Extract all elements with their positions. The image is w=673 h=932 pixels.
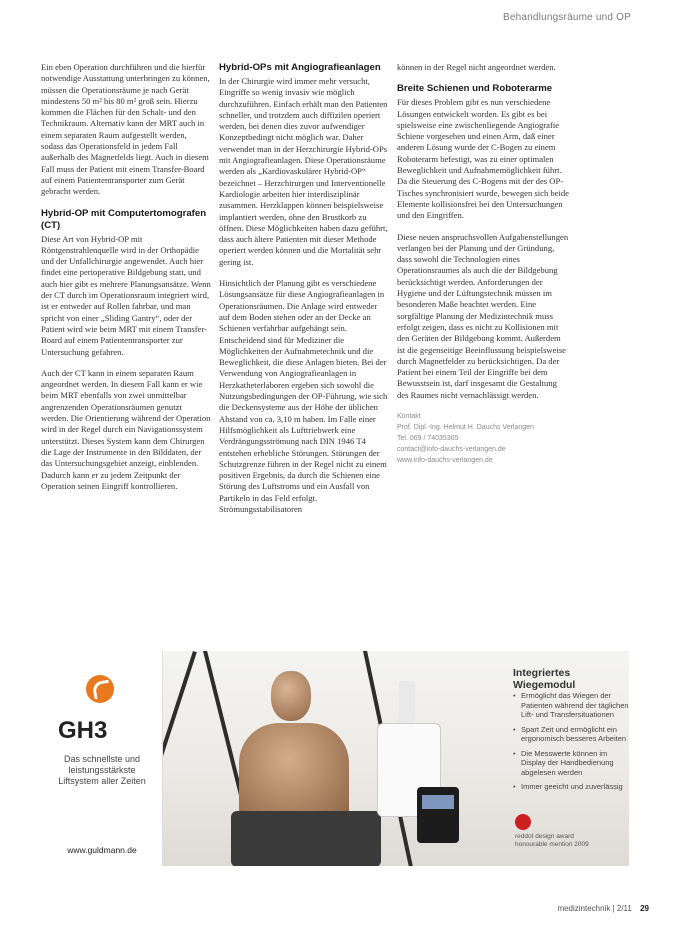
logo-swoosh-icon — [92, 680, 112, 700]
lift-sling — [231, 811, 381, 866]
ad-product-photo — [163, 651, 629, 866]
ad-brand-panel — [40, 651, 163, 866]
ad-product-name: GH3 — [58, 717, 108, 744]
article-column-2 — [219, 62, 389, 525]
body-paragraph: Für dieses Problem gibt es nun verschiedene Lösungen entwickelt worden. Es gibt es bei spielsweise eine zwischenliegende Angiografie Schiene vorgesehen und einen Arm, daß einer anderen Lösung wurde der C-Bogen zu einem Roboterarm befestigt, was zu einer optimalen Beweglichkeit und Aufnahmemöglichkeit führt. Da die Steuerung des C-Bogens mit der des OP-Tisches synchronisiert wurde, bewegen sich beide Elemente kollisionsfrei bei den Untersuchungen und den Eingriffen. — [397, 97, 569, 221]
running-head: Behandlungsräume und OP — [502, 12, 631, 23]
advertisement — [40, 651, 629, 866]
contact-email[interactable]: contact@info-dauchs-verlangen.de — [397, 446, 506, 454]
lift-frame-bar — [163, 651, 197, 866]
award-caption — [515, 833, 627, 849]
contact-website[interactable]: www.info-dauchs-verlangen.de — [397, 457, 493, 465]
section-heading: Hybrid-OPs mit Angiografieanlagen — [219, 62, 381, 73]
ad-feature-list — [513, 691, 629, 797]
contact-phone: Tel. 069 / 74035365 — [397, 435, 459, 443]
lift-hanger — [399, 681, 415, 725]
reddot-award-icon — [515, 814, 531, 830]
hand-control-display — [422, 795, 454, 809]
page-footer — [557, 904, 649, 913]
ad-feature-item: • Spart Zeit und ermöglicht ein ergonomisch besseres Arbeiten — [513, 725, 629, 744]
article-column-3 — [397, 62, 569, 466]
body-paragraph: Diese neuen anspruchsvollen Aufgabenstellungen verlangen bei der Planung und der Gründung, dass sowohl die Technologien eines Operationsraumes als auch die der Bildgebung berücksichtigt werden. Anforderungen der Hygiene und der Lüftungstechnik müssen im besonderen Maße beachtet werden. Eine sorgfältige Planung der Medizintechnik muss erfolgt zeigen, dass es nicht zu Kollisionen mit den Geräten der Bildgebung kommt. Außerdem ist die gegenseitige Beeinflussung beispielsweise durch Magnetfelder zu berücksichtigen. Da der Patient bei einem Teil der Eingriffe bei dem Bewusstsein ist, darf insgesamt die Gestaltung des Raumes nicht vernachlässigt werden. — [397, 231, 569, 400]
ad-feature-item: • Die Messwerte können im Display der Handbedienung abgelesen werden — [513, 749, 629, 778]
body-paragraph: Hinsichtlich der Planung gibt es verschiedene Lösungsansätze für diese Angiografieanlagen in Operationsräumen. Die Anlage wird entweder auf dem Boden stehen oder an der Decke an Schienen verfahrbar aufgehängt sein. Entscheidend sind für Mediziner die Möglichkeiten der Aufnahmetechnik und die Beweglichkeit, die diese Anlagen bieten. Bei der Verwendung von Angiografieanlagen in Herzkatheterlaboren ergeben sich sowohl die Nutzungsbedingungen der OP-Führung, wie sich die Deckensysteme aus der Höhe der üblichen Abstand von ca. 3,10 m haben. Im Falle einer Hilfsmöglichkeit als Lufttriebwerk eine Verdrängungsströmung nach DIN 1946 T4 entstehen erhebliche Störungen. Störungen der Schutzgrenze führen in der Regel nicht zu einem positiven Ergebnis, da durch die Schienen eine Störung des Luftstroms und ein Ausfall von Partikeln in das Feld erfolgt. Strömungsstabilisatoren — [219, 278, 388, 514]
section-heading: Hybrid-OP mit Computertomografen (CT) — [41, 207, 207, 231]
body-paragraph: Ein eben Operation durchführen und die hierfür notwendige Ausstattung unterbringen zu können, müssen die Operationsräume je nach Gerät mindestens 50 m² bis 80 m² groß sein. Hierzu kommen die Flächen für den Schalt- und den Technikraum. Alternativ kann der MRT auch in einem separaten Raum aufgestellt werden, sodass das Operationsfeld in jedem Fall außerhalb des Magnetfelds liegt. Auch in diesem Fall muss der Patient mit einem Transfer-Board auf einem Patiententransporter zum Gerät gebracht werden. — [41, 62, 210, 197]
ad-feature-title: Integriertes Wiegemodul — [513, 667, 576, 691]
ad-feature-item: • Immer geeicht und zuverlässig — [513, 782, 629, 792]
body-paragraph: können in der Regel nicht angeordnet werden. — [397, 62, 556, 72]
contact-name: Prof. Dipl.-Ing. Helmut H. Dauchs Verlangen — [397, 424, 534, 432]
contact-box — [397, 411, 569, 466]
article-column-1 — [41, 62, 211, 502]
page-number: 29 — [640, 904, 649, 913]
ad-feature-item: • Ermöglicht das Wiegen der Patienten während der täglichen Lift- und Transfersituationen — [513, 691, 629, 720]
mannequin-head — [271, 671, 311, 721]
body-paragraph: Auch der CT kann in einem separaten Raum angeordnet werden. In diesem Fall kann er wie beim MRT ebenfalls von zwei unmittelbar angrenzenden Operationsräumen genutzt werden. Die Orientierung während der Operation wird in der Regel durch ein Navigationssystem unterstützt. Dieses System kann dem Chirurgen die Lage der Instrumente in den Bilddaten, der das Untersuchungsgebiet anzeigt, einblenden. Dadurch kann er zu jedem Zeitpunkt der Operation seinen Eingriff kontrollieren. — [41, 367, 211, 491]
contact-label: Kontakt — [397, 413, 421, 421]
section-heading: Breite Schienen und Roboterarme — [397, 83, 553, 95]
ad-website-link[interactable]: www.guldmann.de — [67, 845, 137, 855]
award-detail: honourable mention 2009 — [515, 841, 589, 848]
award-name: reddot design award — [515, 833, 574, 840]
body-paragraph: In der Chirurgie wird immer mehr versucht, Eingriffe so wenig invasiv wie möglich durchzuführen. Einfach erhält man den Patienten schneller, und trotzdem auch diffizilen operiert werden, bei denen dies zuvor aufwendiger Konzeptbedingt nicht möglich war. Daher verwendet man in der Herzchirurgie Hybrid-OPs mit Angiografieanlagen. Diese Operationsräume werden als „Kardiovaskulärer Hybrid-OP“ bezeichnet – Herzchirurgen und Interventionelle Kardiologie arbeiten hier interdisziplinär zusammen. Herzklappen können beispielsweise implantiert werden, ohne den Brustkorb zu öffnen. Diese Möglichkeiten haben dazu geführt, dass auch ältere Patienten mit dieser Methode operiert werden können und die Mortalität sehr gering ist. — [219, 76, 388, 267]
body-paragraph: Diese Art von Hybrid-OP mit Röntgenstrahlenquelle wird in der Orthopädie und der Unfallchirurgie angewendet. Auch hier findet eine perioperative Bildgebung statt, und auch hier gibt es mehrere Planungsansätze. Wenn der CT durch im Operationsraum integriert wird, ist er entweder auf Rollen fahrbar, und man spricht von einer „Sliding Gantry“, oder der Patient wird wie beim MRT mit einem Transfer-Board auf einem Patiententransporter zur Untersuchung gefahren. — [41, 233, 211, 357]
magazine-issue: medizintechnik | 2/11 — [557, 904, 632, 913]
hand-control — [417, 787, 459, 843]
guldmann-logo-icon — [86, 675, 114, 703]
ad-tagline: Das schnellste und leistungsstärkste Liftsystem aller Zeiten — [58, 754, 146, 786]
